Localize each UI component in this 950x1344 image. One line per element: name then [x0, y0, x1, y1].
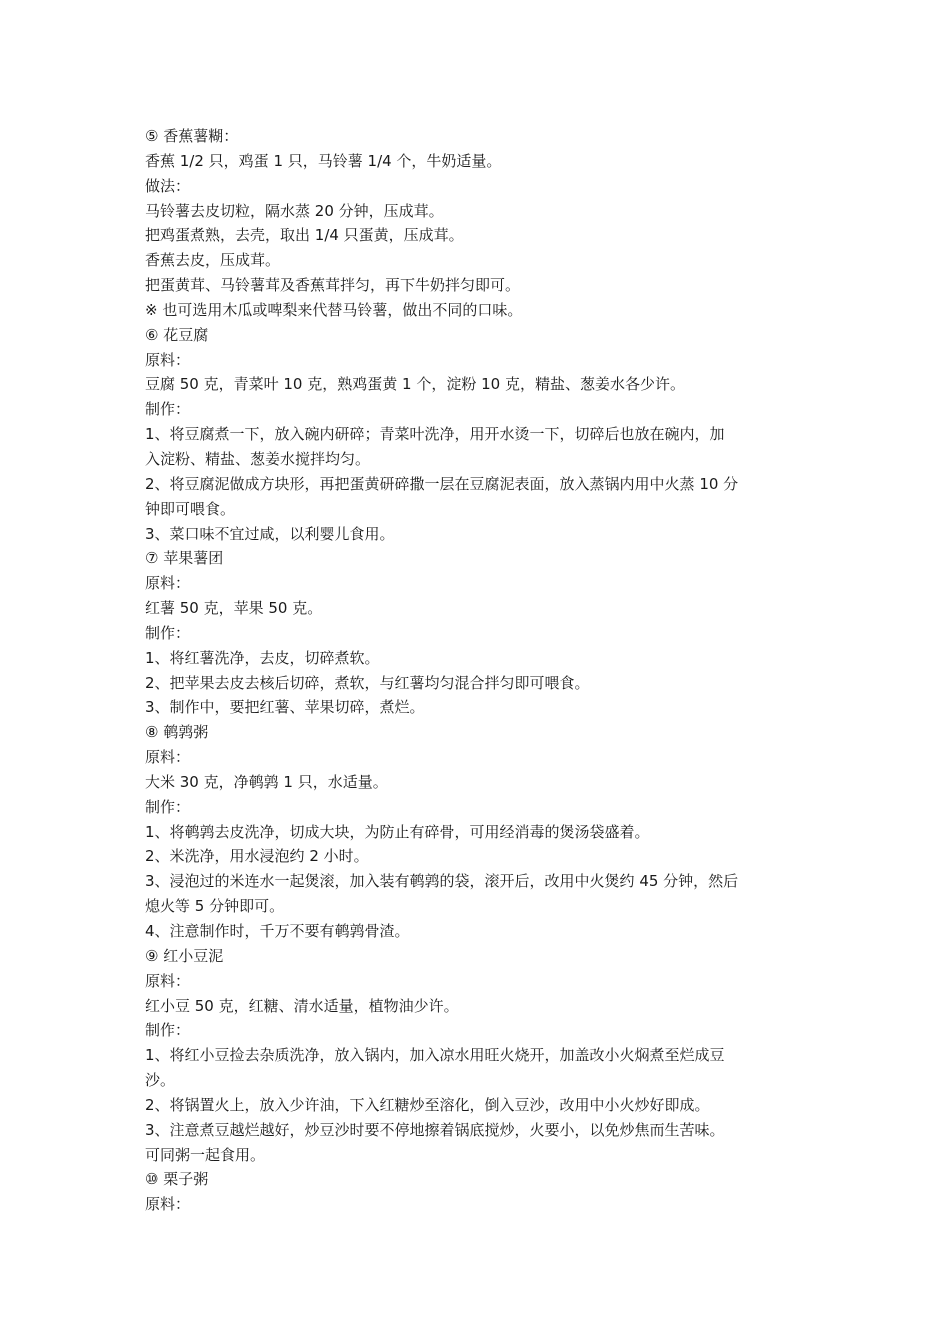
section-label: 原料：	[145, 1195, 191, 1214]
text-line: 大米 30 克，净鹌鹑 1 只，水适量。	[145, 772, 388, 791]
section-label: 原料：	[145, 971, 191, 990]
recipe-title-chestnut-porridge: ⑩ 栗子粥	[145, 1170, 209, 1189]
text-line: 4、注意制作时，千万不要有鹌鹑骨渣。	[145, 922, 410, 940]
text-line: 红薯 50 克，苹果 50 克。	[145, 599, 323, 618]
text-line: 3、菜口味不宜过咸，以利婴儿食用。	[145, 524, 395, 543]
text-line: 香蕉 1/2 只，鸡蛋 1 只，马铃薯 1/4 个，牛奶适量。	[145, 151, 502, 170]
text-line: 2、将豆腐泥做成方块形，再把蛋黄研碎撒一层在豆腐泥表面，放入蒸锅内用中火蒸 10 分	[145, 474, 739, 493]
text-line: 入淀粉、精盐、葱姜水搅拌均匀。	[145, 449, 371, 468]
section-label: 制作：	[145, 623, 191, 642]
recipe-title-red-bean-paste: ⑨ 红小豆泥	[145, 946, 224, 965]
section-label: 原料：	[145, 748, 191, 767]
text-line: 1、将红小豆捡去杂质洗净，放入锅内，加入凉水用旺火烧开，加盖改小火焖煮至烂成豆	[145, 1046, 725, 1065]
section-label: 制作：	[145, 797, 191, 816]
text-line: 熄火等 5 分钟即可。	[145, 897, 285, 916]
text-line: 红小豆 50 克，红糖、清水适量，植物油少许。	[145, 996, 459, 1015]
recipe-title-banana-potato: ⑤ 香蕉薯糊：	[145, 127, 239, 145]
text-line: 1、将鹌鹑去皮洗净，切成大块，为防止有碎骨，可用经消毒的煲汤袋盛着。	[145, 822, 650, 841]
text-line: 1、将豆腐煮一下，放入碗内研碎；青菜叶洗净，用开水烫一下，切碎后也放在碗内，加	[145, 425, 725, 444]
text-line: 2、米洗净，用水浸泡约 2 小时。	[145, 847, 369, 866]
text-line: 可同粥一起食用。	[145, 1145, 266, 1164]
text-line: 2、把苹果去皮去核后切碎，煮软，与红薯均匀混合拌匀即可喂食。	[145, 673, 590, 692]
text-line: 把蛋黄茸、马铃薯茸及香蕉茸拌匀，再下牛奶拌匀即可。	[145, 276, 521, 295]
text-line: 2、将锅置火上，放入少许油，下入红糖炒至溶化，倒入豆沙，改用中小火炒好即成。	[145, 1095, 710, 1114]
text-line: 香蕉去皮，压成茸。	[145, 251, 281, 270]
text-line: 豆腐 50 克，青菜叶 10 克，熟鸡蛋黄 1 个，淀粉 10 克，精盐、葱姜水各少许。	[145, 375, 685, 394]
text-line: 1、将红薯洗净，去皮，切碎煮软。	[145, 648, 380, 667]
text-line: 马铃薯去皮切粒，隔水蒸 20 分钟，压成茸。	[145, 201, 444, 220]
text-line: 3、制作中，要把红薯、苹果切碎，煮烂。	[145, 698, 425, 717]
text-line: 钟即可喂食。	[145, 499, 236, 518]
note-line: ※ 也可选用木瓜或啤梨来代替马铃薯，做出不同的口味。	[145, 300, 523, 319]
text-line: 3、注意煮豆越烂越好，炒豆沙时要不停地擦着锅底搅炒，火要小，以免炒焦而生苦味。	[145, 1120, 725, 1139]
recipe-text-body	[145, 124, 805, 1217]
text-line: 3、浸泡过的米连水一起煲滚，加入装有鹌鹑的袋，滚开后，改用中火煲约 45 分钟，然后	[145, 872, 739, 891]
section-label: 原料：	[145, 574, 191, 593]
recipe-title-apple-yam: ⑦ 苹果薯团	[145, 549, 224, 568]
section-label: 原料：	[145, 350, 191, 369]
section-label: 制作：	[145, 1021, 191, 1040]
recipe-title-tofu: ⑥ 花豆腐	[145, 325, 209, 344]
text-line: 把鸡蛋煮熟，去壳，取出 1/4 只蛋黄，压成茸。	[145, 226, 464, 245]
section-label: 制作：	[145, 400, 191, 419]
section-label: 做法：	[145, 176, 191, 195]
text-line: 沙。	[145, 1071, 176, 1090]
recipe-title-quail-porridge: ⑧ 鹌鹑粥	[145, 723, 209, 742]
